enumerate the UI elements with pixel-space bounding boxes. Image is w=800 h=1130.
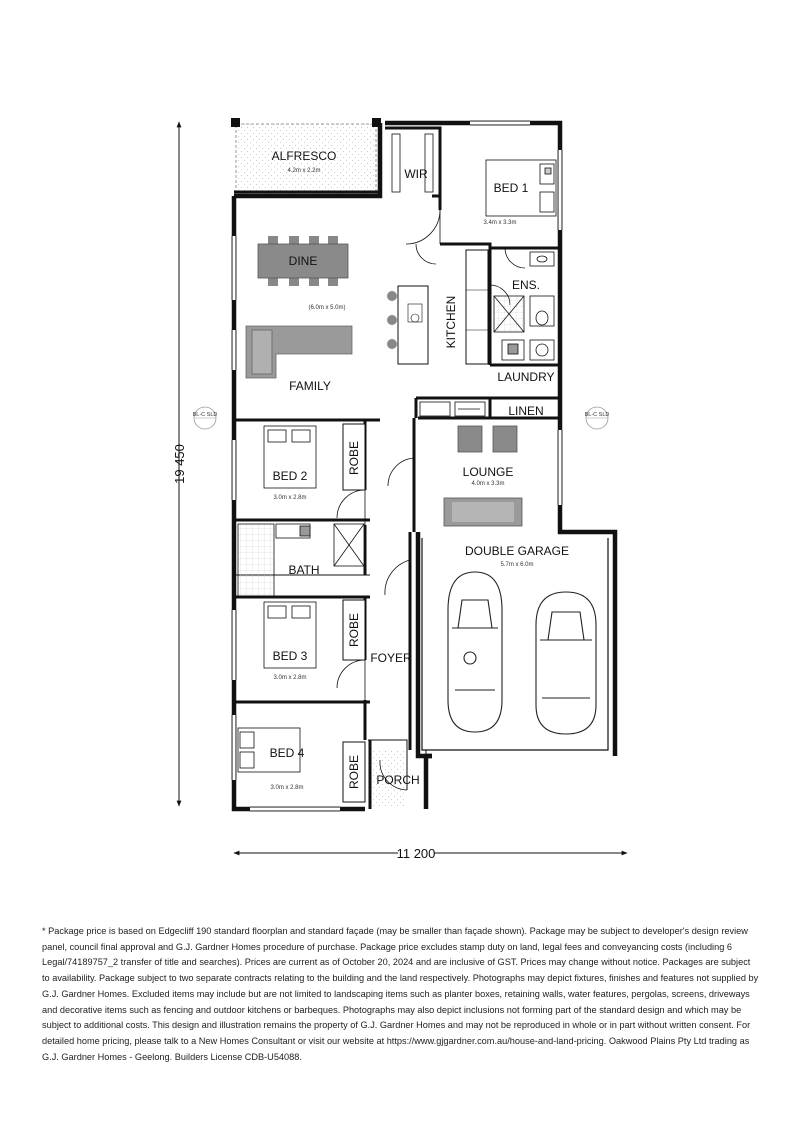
width-dimension [234,844,627,861]
room-label-alfresco: ALFRESCO [271,149,337,163]
bath-fixtures [238,524,364,596]
ensuite-fixtures [494,252,554,332]
room-label-garage: DOUBLE GARAGE [464,544,570,558]
wir-shelf [392,134,400,192]
room-size-bed4: 3.0m x 2.8m [270,785,304,791]
room-label-foyer: FOYER [370,651,412,665]
room-label-laundry: LAUNDRY [497,370,555,384]
room-label-family: FAMILY [289,379,331,393]
height-dimension [172,122,187,806]
room-size-lounge: 4.0m x 3.3m [471,481,505,487]
width-dimension-label: 11 200 [396,846,436,861]
room-label-porch: PORCH [376,773,420,787]
room-size-bed3: 3.0m x 2.8m [273,675,307,681]
room-label-robe3: ROBE [347,612,361,648]
linen-cupboard [420,402,485,416]
laundry-fixtures [502,340,554,360]
room-label-bed3: BED 3 [272,649,308,663]
left-section-marker-label: BL-C SLD [192,412,218,418]
height-dimension-label: 19 450 [172,444,187,484]
room-size-family: (6.0m x 5.0m) [308,305,346,311]
family-sofa [246,326,352,378]
room-label-bath: BATH [288,563,320,577]
right-section-marker-label: BL-C SLD [584,412,610,418]
right-section-marker [585,407,610,429]
room-label-bed4: BED 4 [269,746,305,760]
kitchen-island [387,250,488,364]
left-section-marker [193,407,218,429]
room-label-linen: LINEN [508,404,544,418]
room-label-bed2: BED 2 [272,469,308,483]
room-size-bed2: 3.0m x 2.8m [273,495,307,501]
room-label-robe4: ROBE [347,754,361,790]
room-label-bed1: BED 1 [493,181,529,195]
room-size-bed1: 3.4m x 3.3m [483,220,517,226]
room-label-lounge: LOUNGE [462,465,514,479]
room-size-alfresco: 4.2m x 2.2m [287,168,321,174]
disclaimer-text: * Package price is based on Edgecliff 190 standard floorplan and standard façade (may be smaller than façade shown). Package may be subject to developer's design review panel, council final approval and G.J. Gardner Homes procedure of purchase. Package price excludes stamp duty on land, legal fees and conveyancing costs (including 6 Legal/74189757_2 transfer of title and searches). Prices are current as of October 20, 2024 and are inclusive of GST. Prices may change without notice. Packages are subject to availability. Package subject to two separate contracts relating to the building and the land respectively. Photographs may depict fixtures, finishes and features not supplied by G.J. Gardner Homes. Excluded items may include but are not limited to landscaping items such as planter boxes, retaining walls, water features, pergolas, screens, driveways and decorative items such as fencing and outdoor kitchens or barbeques. Photographs may also depict inclusions not forming part of the standard design and which may be subject to additional costs. This design and illustration remains the property of G.J. Gardner Homes and may not be reproduced in whole or in part without written consent. For detailed home pricing, please talk to a New Homes Consultant or visit our website at https://www.gjgardner.com.au/house-and-land-pricing. Oakwood Plains Pty Ltd trading as G.J. Gardner Homes - Geelong. Builders License CDB-U54088. [42,926,759,1062]
room-label-kitchen: KITCHEN [444,295,458,349]
room-label-dine: DINE [288,254,318,268]
car-left-icon [448,572,502,732]
room-size-garage: 5.7m x 6.0m [500,562,534,568]
car-right-icon [536,592,596,734]
room-label-ens: ENS. [511,278,541,292]
room-label-wir: WIR [404,167,428,181]
room-label-robe2: ROBE [347,440,361,476]
